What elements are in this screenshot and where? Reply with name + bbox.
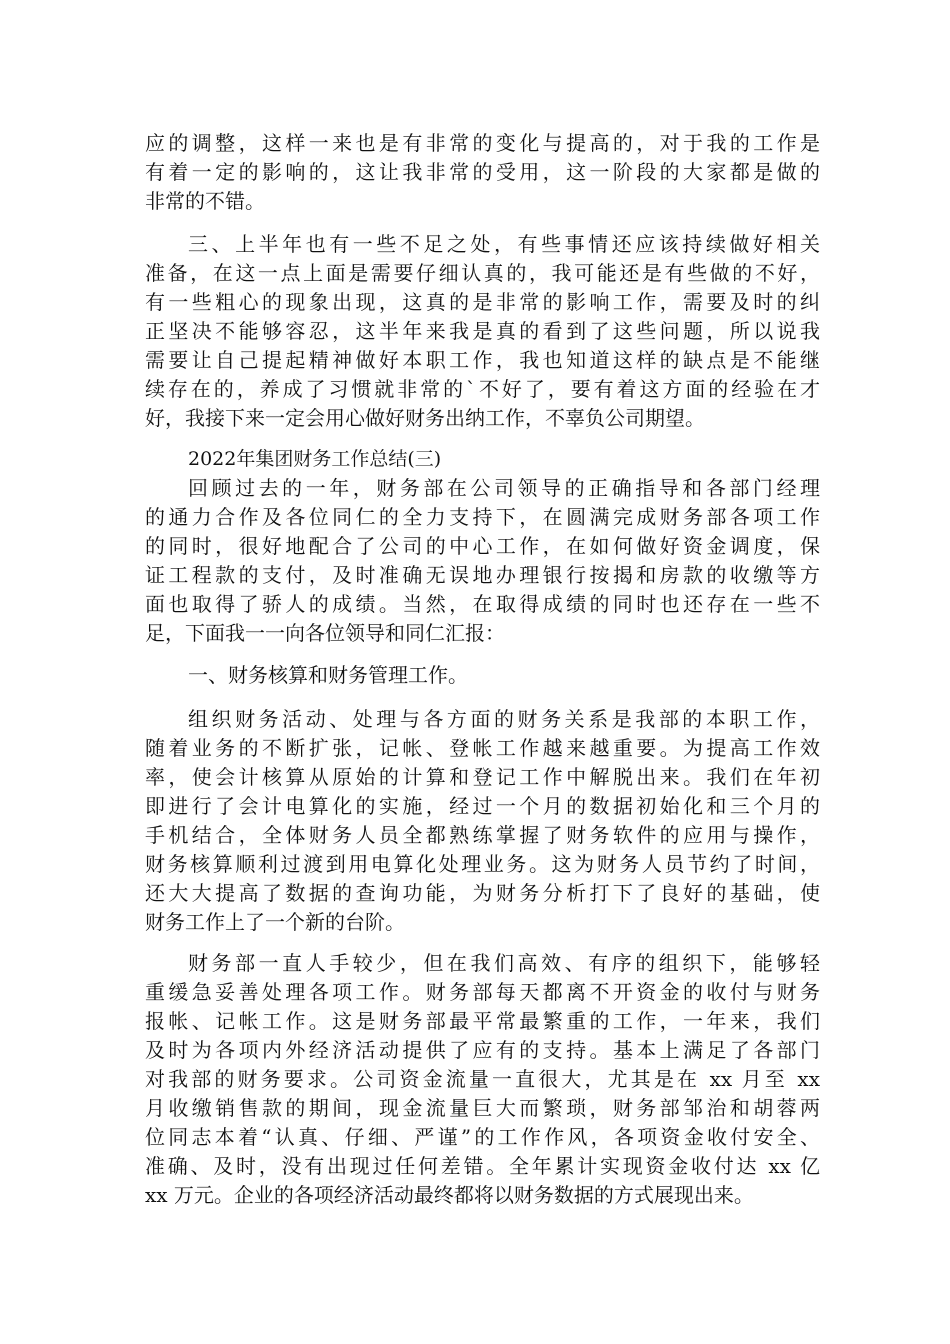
text-line: 续存在的，养成了习惯就非常的`不好了，要有着这方面的经验在才 bbox=[145, 377, 820, 401]
text-line: 一、财务核算和财务管理工作。 bbox=[188, 663, 468, 687]
section-heading: 2022年集团财务工作总结(三) bbox=[188, 448, 442, 470]
text-line: 的同时，很好地配合了公司的中心工作，在如何做好资金调度，保 bbox=[145, 534, 820, 558]
text-line: 对我部的财务要求。公司资金流量一直很大，尤其是在 xx 月至 xx bbox=[145, 1067, 820, 1091]
text-line: 组织财务活动、处理与各方面的财务关系是我部的本职工作， bbox=[188, 707, 820, 731]
text-line: 三、上半年也有一些不足之处，有些事情还应该持续做好相关 bbox=[188, 232, 820, 256]
paragraph-1 bbox=[145, 129, 820, 216]
text-line: 有着一定的影响的，这让我非常的受用，这一阶段的大家都是做的 bbox=[145, 160, 820, 184]
text-line: 月收缴销售款的期间，现金流量巨大而繁琐，财务部邹治和胡蓉两 bbox=[145, 1096, 820, 1120]
text-line: 财务工作上了一个新的台阶。 bbox=[145, 910, 405, 934]
paragraph-5 bbox=[145, 705, 820, 937]
text-line: 手机结合，全体财务人员全都熟练掌握了财务软件的应用与操作， bbox=[145, 823, 820, 847]
text-line: 非常的不错。 bbox=[145, 189, 265, 213]
text-line: 证工程款的支付，及时准确无误地办理银行按揭和房款的收缴等方 bbox=[145, 563, 820, 587]
paragraph-4 bbox=[145, 661, 820, 690]
text-line: 率，使会计核算从原始的计算和登记工作中解脱出来。我们在年初 bbox=[145, 765, 820, 789]
text-line: 报帐、记帐工作。这是财务部最平常最繁重的工作，一年来，我们 bbox=[145, 1009, 820, 1033]
text-line: 足，下面我一一向各位领导和同仁汇报： bbox=[145, 621, 505, 645]
text-line: 及时为各项内外经济活动提供了应有的支持。基本上满足了各部门 bbox=[145, 1038, 820, 1062]
text-line: 应的调整，这样一来也是有非常的变化与提高的，对于我的工作是 bbox=[145, 131, 820, 155]
text-line: 有一些粗心的现象出现，这真的是非常的影响工作，需要及时的纠 bbox=[145, 290, 820, 314]
text-line: 好，我接下来一定会用心做好财务出纳工作，不辜负公司期望。 bbox=[145, 406, 705, 430]
text-line: 随着业务的不断扩张，记帐、登帐工作越来越重要。为提高工作效 bbox=[145, 736, 820, 760]
text-line: 正坚决不能够容忍，这半年来我是真的看到了这些问题，所以说我 bbox=[145, 319, 820, 343]
text-line: xx 万元。企业的各项经济活动最终都将以财务数据的方式展现出来。 bbox=[145, 1183, 754, 1207]
text-line: 准备，在这一点上面是需要仔细认真的，我可能还是有些做的不好， bbox=[145, 261, 820, 285]
text-line: 的通力合作及各位同仁的全力支持下，在圆满完成财务部各项工作 bbox=[145, 505, 820, 529]
text-line: 位同志本着“认真、仔细、严谨”的工作作风，各项资金收付安全、 bbox=[145, 1125, 820, 1149]
text-line: 回顾过去的一年，财务部在公司领导的正确指导和各部门经理 bbox=[188, 476, 820, 500]
text-line: 准确、及时，没有出现过任何差错。全年累计实现资金收付达 xx 亿 bbox=[145, 1154, 820, 1178]
text-line: 面也取得了骄人的成绩。当然，在取得成绩的同时也还存在一些不 bbox=[145, 592, 820, 616]
text-line: 重缓急妥善处理各项工作。财务部每天都离不开资金的收付与财务 bbox=[145, 980, 820, 1004]
text-line: 即进行了会计电算化的实施，经过一个月的数据初始化和三个月的 bbox=[145, 794, 820, 818]
text-line: 财务部一直人手较少，但在我们高效、有序的组织下，能够轻 bbox=[188, 951, 820, 975]
paragraph-3 bbox=[145, 474, 820, 648]
text-line: 财务核算顺利过渡到用电算化处理业务。这为财务人员节约了时间， bbox=[145, 852, 820, 876]
text-line: 需要让自己提起精神做好本职工作，我也知道这样的缺点是不能继 bbox=[145, 348, 820, 372]
text-line: 还大大提高了数据的查询功能，为财务分析打下了良好的基础，使 bbox=[145, 881, 820, 905]
paragraph-2 bbox=[145, 230, 820, 433]
paragraph-6 bbox=[145, 949, 820, 1210]
